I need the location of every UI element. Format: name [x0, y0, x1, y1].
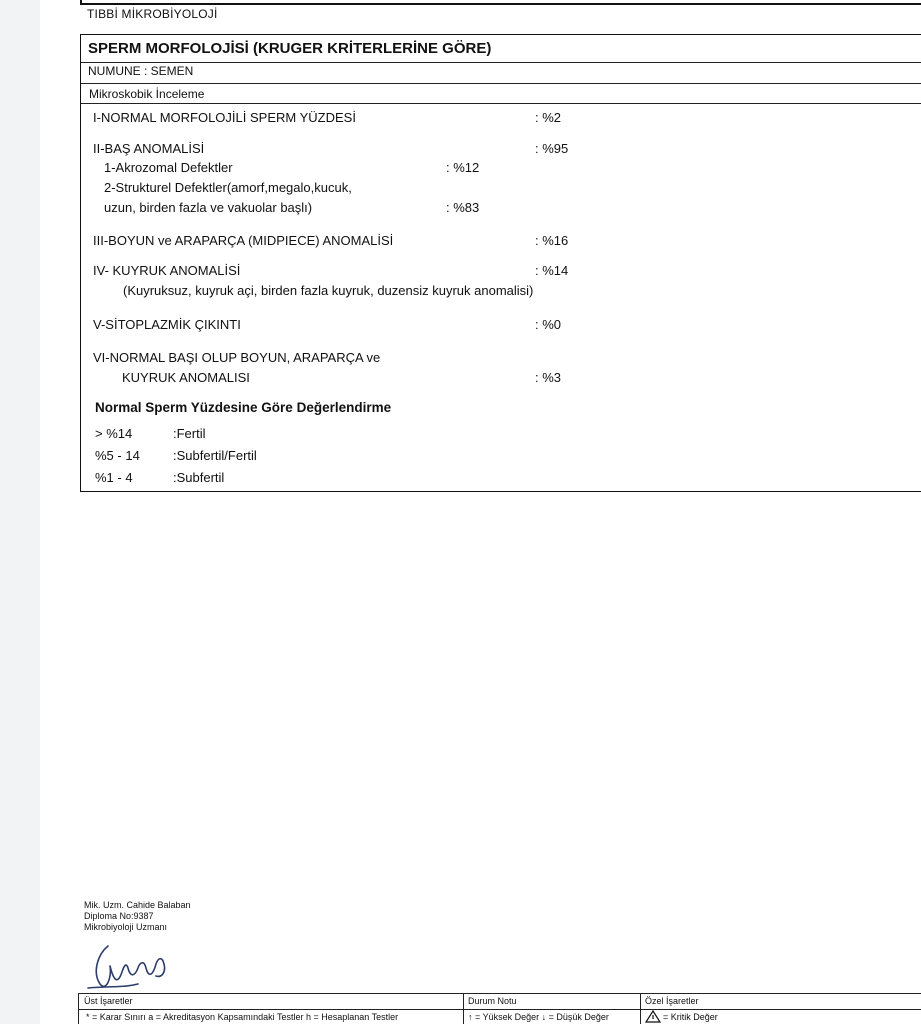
- row-value-acrosomal-defects: : %12: [446, 160, 480, 175]
- legend-status-note: ↑ = Yüksek Değer ↓ = Düşük Değer: [468, 1012, 609, 1022]
- row-label-normal-morphology: I-NORMAL MORFOLOJİLİ SPERM YÜZDESİ: [93, 110, 356, 125]
- legend-divider: [78, 1009, 921, 1010]
- evaluation-range: %5 - 14: [95, 448, 140, 463]
- warning-icon: [645, 1010, 661, 1023]
- row-label-tail-anomaly-detail: (Kuyruksuz, kuyruk açi, birden fazla kuyruk, duzensiz kuyruk anomalisi): [123, 283, 534, 298]
- header-frame: [80, 0, 921, 5]
- row-label-tail-anomaly: IV- KUYRUK ANOMALİSİ: [93, 263, 241, 278]
- row-value-structural-defects: : %83: [446, 200, 480, 215]
- row-label-head-anomaly: II-BAŞ ANOMALİSİ: [93, 141, 205, 156]
- legend-special-markers-header: Özel İşaretler: [645, 996, 699, 1006]
- evaluation-result: :Subfertil: [173, 470, 225, 485]
- divider: [81, 83, 921, 84]
- specialist-title: Mikrobiyoloji Uzmanı: [84, 922, 168, 932]
- row-label-normal-head-other-cont: KUYRUK ANOMALISI: [122, 370, 250, 385]
- row-label-structural-defects: 2-Strukturel Defektler(amorf,megalo,kucuk,: [104, 180, 352, 195]
- evaluation-title: Normal Sperm Yüzdesine Göre Değerlendirme: [95, 400, 392, 415]
- row-label-acrosomal-defects: 1-Akrozomal Defektler: [104, 160, 233, 175]
- row-value-cytoplasmic-droplet: : %0: [535, 317, 562, 332]
- row-value-neck-midpiece: : %16: [535, 233, 569, 248]
- divider: [81, 62, 921, 63]
- row-value-tail-anomaly: : %14: [535, 263, 569, 278]
- row-value-normal-morphology: : %2: [535, 110, 562, 125]
- section-title: Mikroskobik İnceleme: [89, 87, 205, 101]
- signature-block: [84, 900, 191, 933]
- handwritten-signature: [86, 938, 186, 994]
- sample-type: NUMUNE : SEMEN: [88, 64, 194, 78]
- department-title: TIBBİ MİKROBİYOLOJİ: [87, 7, 218, 21]
- legend-status-note-header: Durum Notu: [468, 996, 517, 1006]
- row-label-neck-midpiece: III-BOYUN ve ARAPARÇA (MIDPIECE) ANOMALİSİ: [93, 233, 394, 248]
- specialist-name: Mik. Uzm. Cahide Balaban: [84, 900, 191, 910]
- row-value-normal-head-other: : %3: [535, 370, 562, 385]
- report-title: SPERM MORFOLOJİSİ (KRUGER KRİTERLERİNE GÖRE): [88, 40, 492, 57]
- evaluation-range: %1 - 4: [95, 470, 133, 485]
- row-value-head-anomaly: : %95: [535, 141, 569, 156]
- row-label-structural-defects-cont: uzun, birden fazla ve vakuolar başlı): [104, 200, 313, 215]
- diploma-number: Diploma No:9387: [84, 911, 154, 921]
- evaluation-result: :Subfertil/Fertil: [173, 448, 257, 463]
- evaluation-range: > %14: [95, 426, 133, 441]
- legend-top-markers: * = Karar Sınırı a = Akreditasyon Kapsamındaki Testler h = Hesaplanan Testler: [86, 1012, 399, 1022]
- left-margin: [0, 0, 40, 1024]
- legend-top-markers-header: Üst İşaretler: [84, 996, 133, 1006]
- row-label-normal-head-other: VI-NORMAL BAŞI OLUP BOYUN, ARAPARÇA ve: [93, 350, 381, 365]
- legend-critical-value: = Kritik Değer: [663, 1012, 718, 1022]
- evaluation-result: :Fertil: [173, 426, 206, 441]
- row-label-cytoplasmic-droplet: V-SİTOPLAZMİK ÇIKINTI: [93, 317, 241, 332]
- divider: [81, 103, 921, 104]
